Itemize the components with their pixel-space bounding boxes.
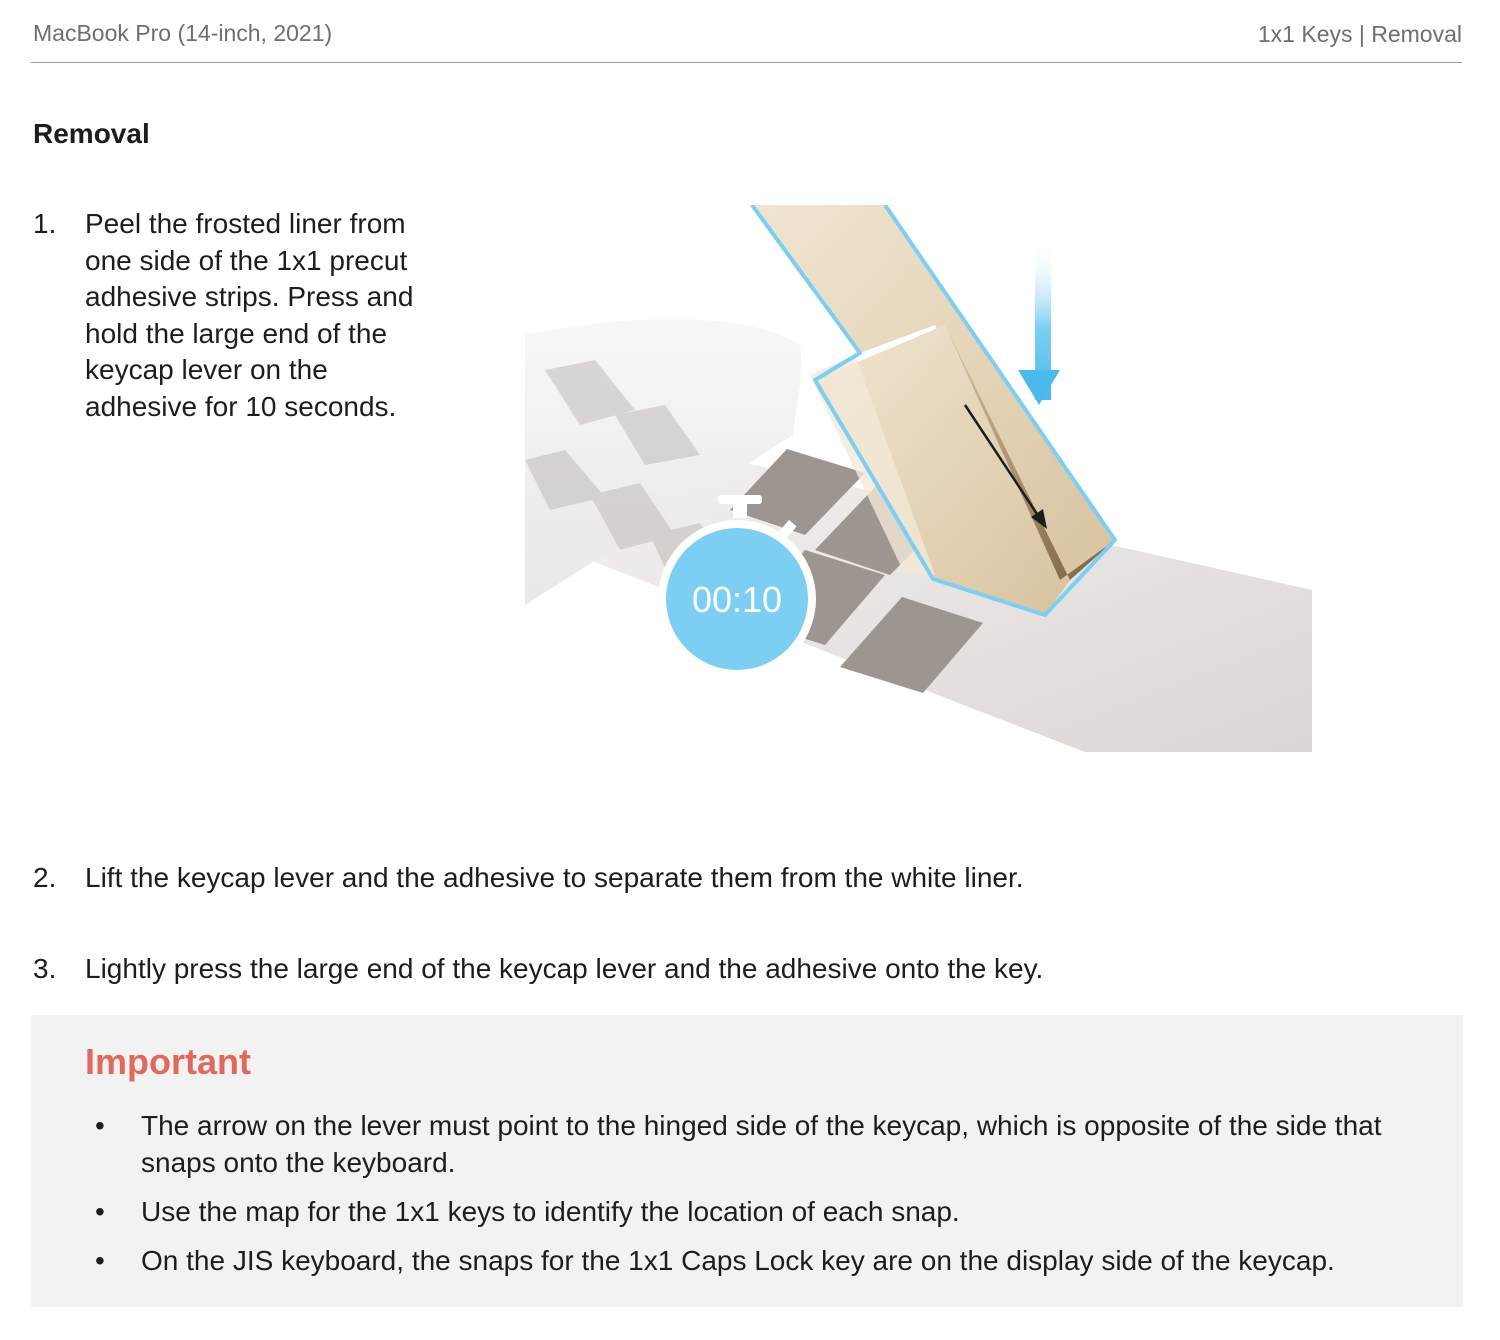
timer-readout: 00:10 (691, 579, 783, 620)
section-breadcrumb: 1x1 Keys | Removal (1257, 21, 1462, 47)
bullet-icon: • (95, 1196, 105, 1227)
important-list (85, 1107, 1445, 1291)
document-title: MacBook Pro (14-inch, 2021) (33, 20, 333, 46)
list-item-text: The arrow on the lever must point to the hinged side of the keycap, which is opposite of the side that snaps onto the keyboard. (141, 1110, 1382, 1178)
step-text: Peel the frosted liner from one side of the 1x1 precut adhesive strips. Press and hold the large end of the keycap lever on the adhesive for 10 seconds. (85, 208, 414, 422)
bullet-icon: • (95, 1245, 105, 1276)
step-text: Lightly press the large end of the keycap lever and the adhesive onto the key. (85, 953, 1044, 984)
list-item-text: On the JIS keyboard, the snaps for the 1x1 Caps Lock key are on the display side of the keycap. (141, 1245, 1335, 1276)
page-header (31, 0, 1462, 63)
list-item (85, 1107, 1445, 1181)
step-number: 3. (33, 953, 57, 984)
step-text: Lift the keycap lever and the adhesive to separate them from the white liner. (85, 862, 1024, 893)
list-item-text: Use the map for the 1x1 keys to identify the location of each snap. (141, 1196, 960, 1227)
keycap-lever-illustration (525, 205, 1312, 752)
bullet-icon: • (95, 1110, 105, 1141)
important-title: Important (85, 1041, 251, 1082)
press-down-arrow (1018, 240, 1060, 405)
step-number: 1. (33, 208, 57, 239)
important-callout (31, 1015, 1463, 1307)
section-title: Removal (33, 118, 150, 149)
step-number: 2. (33, 862, 57, 893)
list-item (85, 1242, 1445, 1279)
list-item (85, 1193, 1445, 1230)
